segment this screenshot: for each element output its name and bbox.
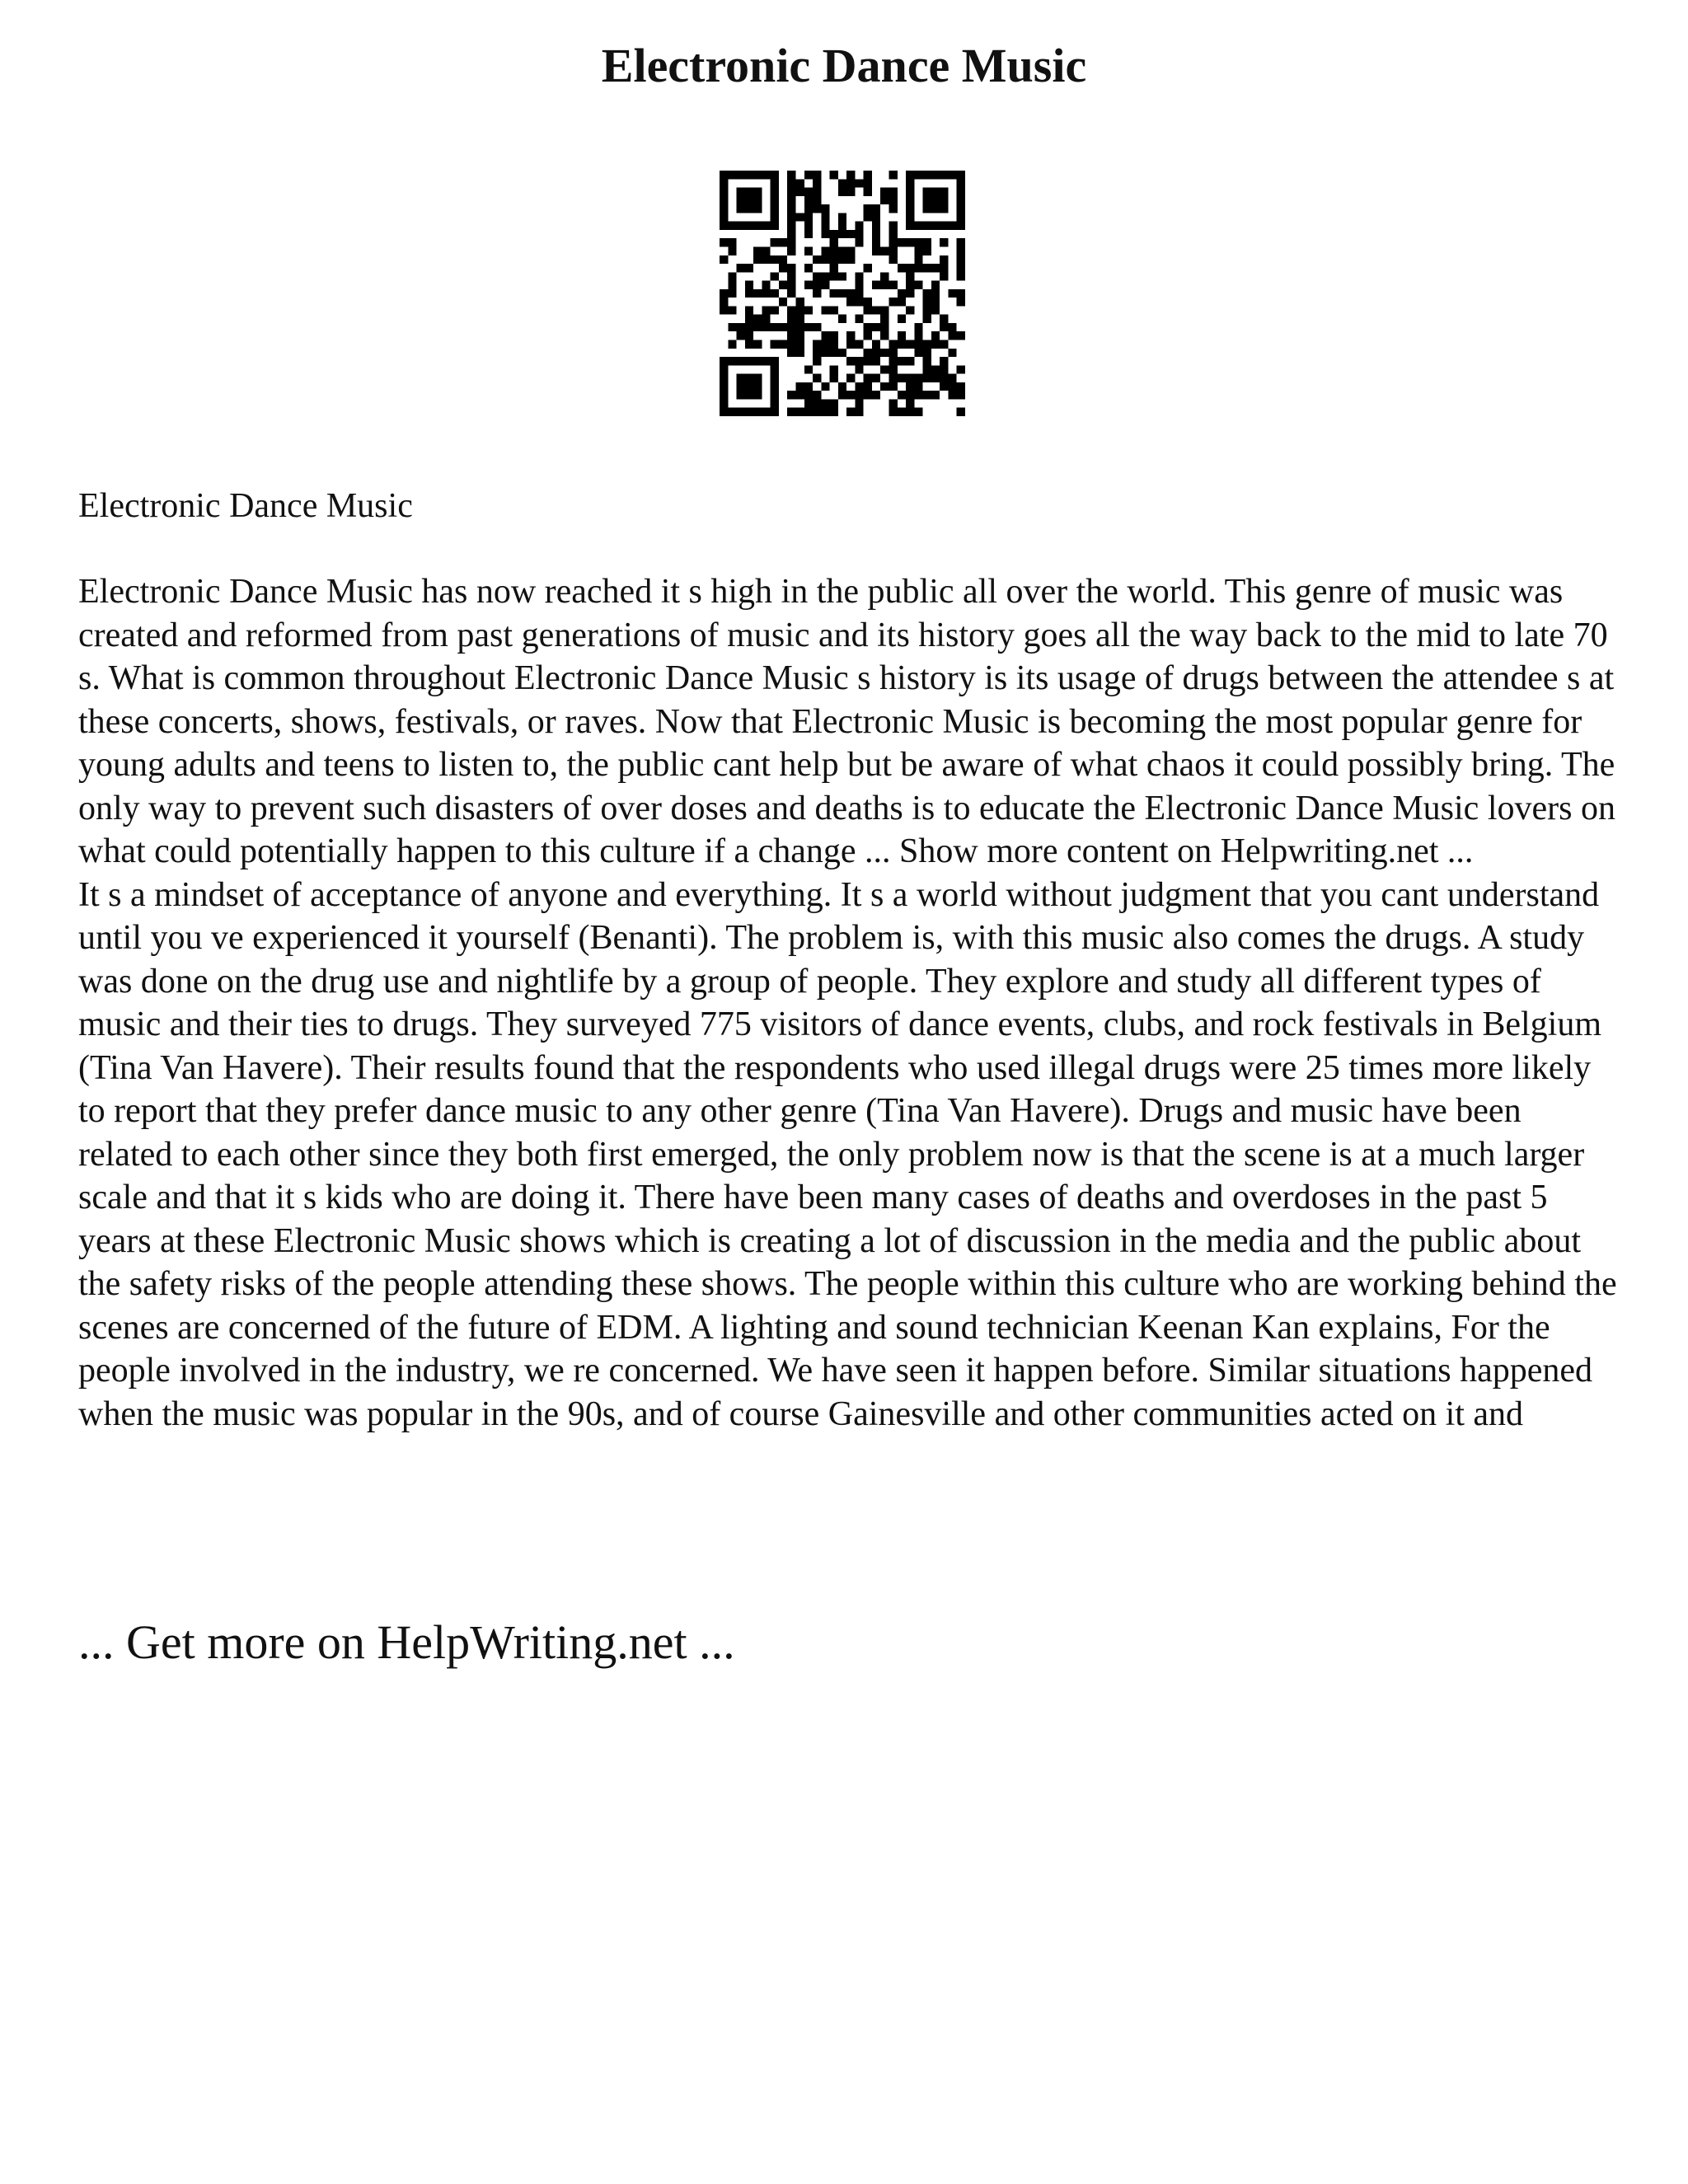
get-more-link[interactable]: ... Get more on HelpWriting.net ... <box>78 1615 735 1669</box>
page-title: Electronic Dance Music <box>601 39 1087 92</box>
body-paragraph: It s a mindset of acceptance of anyone and everything. It s a world without judgment that you cant understand until you ve experienced it yourself (Benanti). The problem is, with this music also comes the drugs. A study was done on the drug use and nightlife by a group of people. They explore and study all different types of music and their ties to drugs. They surveyed 775 visitors of dance events, clubs, and rock festivals in Belgium (Tina Van Havere). Their results found that the respondents who used illegal drugs were 25 times more likely to report that they prefer dance music to any other genre (Tina Van Havere). Drugs and music have been related to each other since they both first emerged, the only problem now is that the scene is at a much larger scale and that it s kids who are doing it. There have been many cases of deaths and overdoses in the past 5 years at these Electronic Music shows which is creating a lot of discussion in the media and the public about the safety risks of the people attending these shows. The people within this culture who are working behind the scenes are concerned of the future of EDM. A lighting and sound technician Keenan Kan explains, For the people involved in the industry, we re concerned. We have seen it happen before. Similar situations happened when the music was popular in the 90s, and of course Gainesville and other communities acted on it and <box>78 875 1617 1433</box>
document-body <box>78 570 1620 1436</box>
qr-code-icon <box>720 171 965 416</box>
body-paragraph: Electronic Dance Music has now reached it s high in the public all over the world. This genre of music was created and reformed from past generations of music and its history goes all the way back to the mid to late 70 s. What is common throughout Electronic Dance Music s history is its usage of drugs between the attendee s at these concerts, shows, festivals, or raves. Now that Electronic Music is becoming the most popular genre for young adults and teens to listen to, the public cant help but be aware of what chaos it could possibly bring. The only way to prevent such disasters of over doses and deaths is to educate the Electronic Dance Music lovers on what could potentially happen to this culture if a change ... Show more content on Helpwriting.net ... <box>78 573 1615 870</box>
document-subtitle: Electronic Dance Music <box>78 487 413 525</box>
